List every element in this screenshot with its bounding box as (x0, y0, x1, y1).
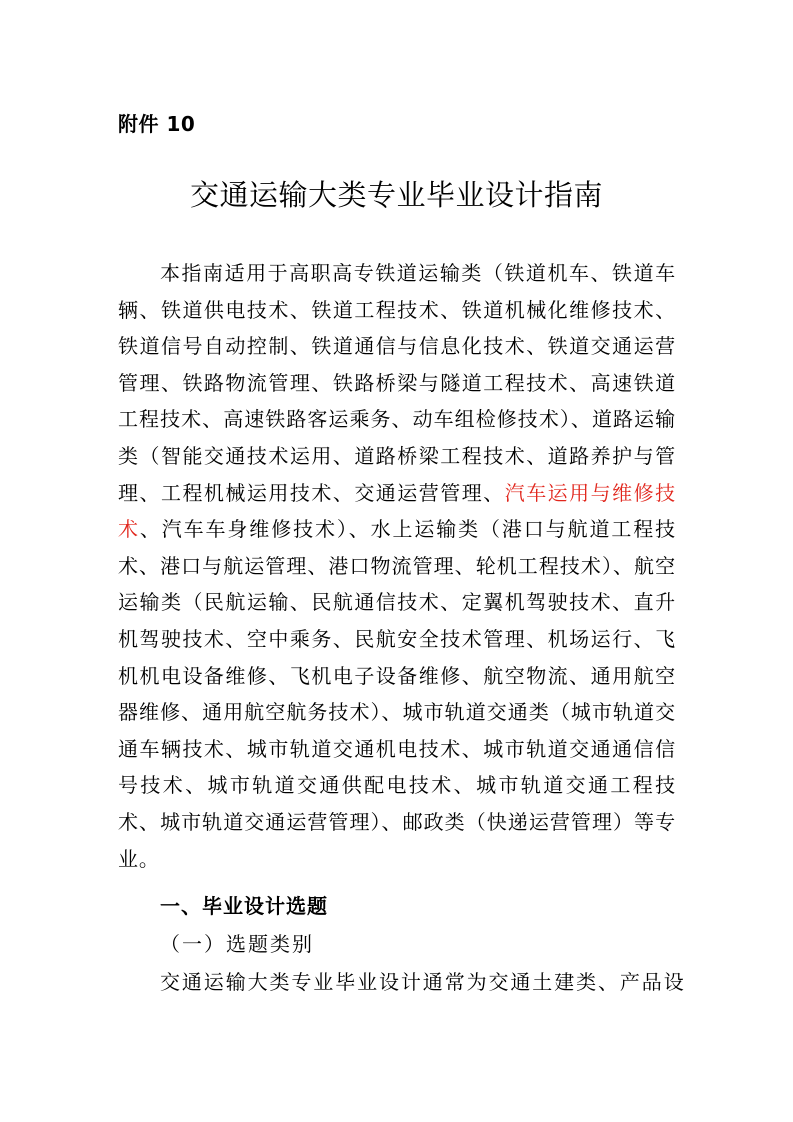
highlighted-major: 汽车运用与维修技术 (118, 480, 677, 542)
intro-text-part2: 、汽车车身维修技术）、水上运输类（港口与航道工程技术、港口与航运管理、港口物流管理、轮机工程技术）、航空运输类（民航运输、民航通信技术、定翼机驾驶技术、直升机驾驶技术、空中乘务、民航安全技术管理、机场运行、飞机机电设备维修、飞机电子设备维修、航空物流、通用航空器维修、通用航空航务技术）、城市轨道交通类（城市轨道交通车辆技术、城市轨道交通机电技术、城市轨道交通通信信号技术、城市轨道交通供配电技术、城市轨道交通工程技术、城市轨道交通运营管理）、邮政类（快递运营管理）等专业。 (118, 517, 677, 871)
intro-text-part1: 本指南适用于高职高专铁道运输类（铁道机车、铁道车辆、铁道供电技术、铁道工程技术、铁道机械化维修技术、铁道信号自动控制、铁道通信与信息化技术、铁道交通运营管理、铁路物流管理、铁路桥梁与隧道工程技术、高速铁道工程技术、高速铁路客运乘务、动车组检修技术）、道路运输类（智能交通技术运用、道路桥梁工程技术、道路养护与管理、工程机械运用技术、交通运营管理、 (118, 261, 676, 505)
subsection-heading: （一）选题类别 (160, 932, 314, 956)
document-title: 交通运输大类专业毕业设计指南 (189, 178, 603, 212)
body-paragraph: 交通运输大类专业毕业设计通常为交通土建类、产品设 (160, 970, 686, 994)
section-heading: 一、毕业设计选题 (160, 894, 328, 918)
intro-paragraph (118, 255, 676, 877)
attachment-label: 附件 10 (118, 112, 196, 136)
